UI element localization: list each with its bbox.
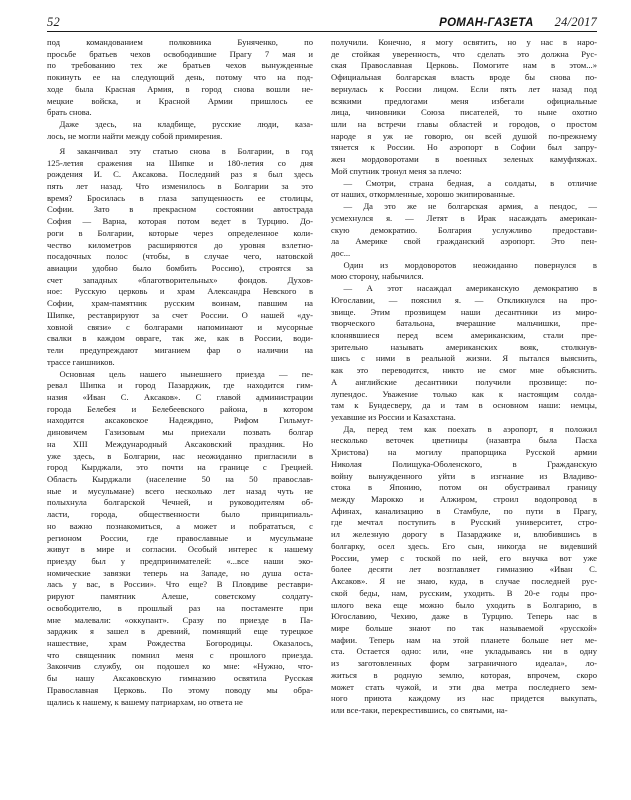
text-line: житься в родную землю, которая, впрочем, скоро <box>331 669 597 680</box>
text-line: Один из мордоворотов неожиданно повернулся в <box>343 259 597 270</box>
text-line: просьбе братьев чехов освободившие Прагу 7 мая и <box>47 48 313 59</box>
text-line: ходе была Красная Армия, в город снова вошли не- <box>47 83 313 94</box>
paragraph <box>331 424 597 717</box>
text-line: ного приюта каждому из нас придется выкупать, <box>331 693 597 704</box>
paragraph <box>47 37 313 119</box>
text-line: диновичем Газизовым мы приехали позвать болгар <box>47 427 313 438</box>
text-line: народе я уж не говорю, он всей душой по-прежнему <box>331 130 597 141</box>
running-head <box>47 16 597 36</box>
text-line: получили. Конечно, я могу освятить, но у нас в наро- <box>331 37 597 47</box>
text-line: Официальная болгарская власть вроде бы снова по- <box>331 72 597 83</box>
issue-number: 24/2017 <box>554 15 597 29</box>
text-line: лица, чиновники Союза писателей, то ныне охотно <box>331 107 597 118</box>
text-line: ные и мусульмане) всего несколько лет назад чуть не <box>47 485 313 496</box>
text-line: рируют памятник Алеше, советскому солдату- <box>47 591 313 602</box>
text-line: творческого батальона, вчерашние мальчишки, пре- <box>331 318 597 329</box>
text-line: Закончив службу, он подошел ко мне: «Нужно, что- <box>47 661 313 672</box>
text-line: 125-летия сражения на Шипке и 180-летия со дня <box>47 157 313 168</box>
text-line: стока в Японию, потом он обустраивал границу <box>331 482 597 493</box>
text-line: города Белебея и Белебеевского района, в котором <box>47 403 313 414</box>
text-line: покинуть ее на следующий день, потому что на под- <box>47 72 313 83</box>
text-line: Николая Полищука-Оболенского, в Гражданскую <box>331 458 597 469</box>
text-line: или все-таки, перекрестившись, со святыми, на- <box>331 704 508 715</box>
text-line: лась у вас, в России». Что еще? В Пловдиве реставри- <box>47 579 313 590</box>
text-line: ласти, города, общественности было принципиаль- <box>47 509 313 520</box>
text-line: — Смотри, страна бедная, а солдаты, в отличие <box>343 177 597 188</box>
text-line: бы нашу Аксаковскую гимназию освятила Русская <box>47 673 313 684</box>
text-line: болгарку, осел здесь. Его сын, никогда не видевший <box>331 540 597 551</box>
text-line: Афинах, канализацию в Стамбуле, по пути в Прагу, <box>331 505 597 516</box>
text-line: Аксаков». Я не знаю, куда, в случае последней рус- <box>331 576 597 587</box>
text-line: тели предупреждают миганием фар о наличии на <box>47 345 313 356</box>
text-line: Даже здесь, на кладбище, русские люди, каза- <box>59 119 313 130</box>
text-line: полыхнула болгарской Чечней, и руководителям об- <box>47 497 313 508</box>
paragraph <box>331 178 597 201</box>
text-line: под командованием полковника Буняченко, по <box>47 37 313 47</box>
text-line: там к Бундесверу, да и там в основном наши: немцы, <box>331 400 597 411</box>
text-line: регионом России, где православные и мусульмане <box>47 532 313 543</box>
text-line: шли на встречи главы областей и городов, о простом <box>331 119 597 130</box>
text-line: шись с ними в реальной жизни. Я пытался выяснить, <box>331 353 597 364</box>
text-line: шлого века еще можно было уходить в Болгарию, в <box>331 599 597 610</box>
text-line: щались к нашему, к вашему патриархам, но ответа не <box>47 696 243 707</box>
text-line: Да, перед тем как поехать в аэропорт, я положил <box>343 423 597 434</box>
text-line: время? Бросилась в глаза запущенность ее столицы, <box>47 192 313 203</box>
text-line: несколько веточек цветницы (назавтра была Пасха <box>331 435 597 446</box>
text-line: Я заканчивал эту статью снова в Болгарии, в год <box>59 145 313 156</box>
paragraph <box>47 119 313 142</box>
text-line: Мой спутник тронул меня за плечо: <box>331 165 462 176</box>
text-line: ное: Русскую церковь и храм Александра Невского в <box>47 286 313 297</box>
text-line: освободителю, в прошлый раз на постаменте при <box>47 602 313 613</box>
text-line: где мечтал поступить в Русский университет, стро- <box>331 517 597 528</box>
text-line: — Да это же не болгарская армия, а пендос, — <box>343 201 597 212</box>
magazine-title: РОМАН-ГАЗЕТА <box>439 17 534 29</box>
text-line: чество километров расширяются до уровня взлетно- <box>47 239 313 250</box>
text-line: лупендос. Уважение только как к настоящим солда- <box>331 388 597 399</box>
text-line: что священник помнил меня с прошлого приезда. <box>47 649 313 660</box>
paragraph <box>331 260 597 283</box>
text-line: пять лет назад. Что изменилось в Болгарии за это <box>47 181 313 192</box>
text-line: тянется к России. Но аэропорт в Софии был запру- <box>331 142 597 153</box>
text-line: город Кырджали, это почти на границе с Грецией. <box>47 462 313 473</box>
text-line: усмехнулся я. — Летят в Ирак насаждать американ- <box>331 212 597 223</box>
text-line: Софии. Зато в прекрасном состоянии автострада <box>47 204 313 215</box>
text-line: Югославии, — пояснил я. — Откликнулся на про- <box>331 294 597 305</box>
text-line: ла Америке свой гражданский аэропорт. Это пен- <box>331 236 597 247</box>
text-line: ста. Остается одно: или, «не укладываясь ни в одну <box>331 646 597 657</box>
text-line: мне малевали: «оккупант». Сразу по приезде в Па- <box>47 614 313 625</box>
text-line: на XIII Международный Аксаковский праздник. Но <box>47 438 313 449</box>
text-line: брать снова. <box>47 107 92 118</box>
text-line: зарджик я зашел в древний, помнящий еще турецкое <box>47 626 313 637</box>
text-line: уехавшие из России и Казахстана. <box>331 412 456 422</box>
text-line: Софии, храм-памятник русским воинам, павшим на <box>47 298 313 309</box>
paragraph <box>47 146 313 369</box>
text-line: посадочных полос (чтобы, в случае чего, натовской <box>47 251 313 262</box>
text-line: войну вынужденного уйти в изгнание из Владиво- <box>331 470 597 481</box>
text-line: счет западных «благотворительных» фондов. Духов- <box>47 274 313 285</box>
text-line: зрительно называть американских вояк, столкнув- <box>331 341 597 352</box>
text-column-left <box>47 37 313 772</box>
paragraph <box>331 283 597 424</box>
text-line: ревал Шипка и город Пазарджик, где находится гим- <box>47 380 313 391</box>
text-line: Православная Церковь. По этому поводу мы обра- <box>47 684 313 695</box>
text-line: Основная цель нашего нынешнего приезда — пе- <box>59 368 313 379</box>
text-line: ской беды, нам, русским, уходить. В 20-е годы про- <box>331 587 597 598</box>
text-line: нашествие, храм Рождества Богородицы. Оказалось, <box>47 638 313 649</box>
text-line: звище. Этим прозвищем наши десантники из миро- <box>331 306 597 317</box>
text-line: мафии. Теперь нам на этой планете больше нет ме- <box>331 634 597 645</box>
text-line: скую демократию. Болгария услужливо предостави- <box>331 224 597 235</box>
text-line: между Марокко и Алжиром, строил водопровод в <box>331 494 597 505</box>
text-column-right <box>331 37 597 772</box>
text-line: София — Варна, которая потом ведет в Турцию. До- <box>47 216 313 227</box>
text-line: всякими предлогами меня избегали официальные <box>331 95 597 106</box>
text-line: из заготовленных форм заграничного идеала», ло- <box>331 658 597 669</box>
text-line: как это переводится, никто не смог мне объяснить. <box>331 365 597 376</box>
text-line: мецкие войска, и Красной Армии пришлось ее <box>47 95 313 106</box>
page-folio: 52 <box>47 15 60 29</box>
text-line: находится аксаковское Надеждино, Рифом Гильмут- <box>47 415 313 426</box>
text-line: ховной связи» с болгарами напоминают и мусорные <box>47 321 313 332</box>
text-line: мире больше знают по так называемой «русской» <box>331 622 597 633</box>
text-line: уже здесь, в Болгарии, нас неожиданно пригласили в <box>47 450 313 461</box>
text-line: трассе гаишников. <box>47 356 115 367</box>
text-line: ил железную дорогу в Пазарджике и, влюбившись в <box>331 529 597 540</box>
text-line: А английские десантники получили прозвище: по- <box>331 376 597 387</box>
paragraph <box>47 369 313 709</box>
text-line: ская Православная Церковь. Помогите нам в этом...» <box>331 60 597 71</box>
text-line: вернулась к России лицом. Если пять лет назад под <box>331 83 597 94</box>
text-line: — А этот насаждал американскую демократию в <box>343 283 597 294</box>
text-line: приезду был у предпринимателей: «...все наши эко- <box>47 556 313 567</box>
text-line: номические завязки теперь на Западе, но душа оста- <box>47 567 313 578</box>
text-line: дос... <box>331 247 351 258</box>
text-line: Область Кырджали (население 50 на 50 православ- <box>47 473 313 484</box>
text-line: рождения И. С. Аксакова. Последний раз я был здесь <box>47 169 313 180</box>
text-line: более десяти лет возглавляет гимназию «Иван С. <box>331 564 597 575</box>
text-line: мою сторону, набычился. <box>331 271 424 282</box>
text-line: России, умер с тоской по ней, его внучка вот уже <box>331 552 597 563</box>
text-line: Шипке, реставрируют за счет России. О нашей «ду- <box>47 309 313 320</box>
paragraph <box>331 201 597 260</box>
text-line: де стойкая уверенность, что сделать это должна Рус- <box>331 48 597 59</box>
text-line: назия «Иван С. Аксаков». С главой администрации <box>47 391 313 402</box>
text-line: жен мордоворотами в военных зеленых камуфляжах. <box>331 154 597 165</box>
text-line: лось, не могли найти между собой примирения. <box>47 130 223 141</box>
paragraph <box>331 37 597 178</box>
text-line: Христова) на могилу прапорщика Русской армии <box>331 447 597 458</box>
text-line: авиации удобно было бомбить Россию), строятся за <box>47 263 313 274</box>
text-line: Югославию, Чехию, даже в Турцию. Теперь нас в <box>331 611 597 622</box>
text-line: клонявшиеся перед всем американским, стали пре- <box>331 329 597 340</box>
text-line: роги в Болгарии, которые через определенное коли- <box>47 227 313 238</box>
text-line: живут в мире и согласии. Особый интерес к нашему <box>47 544 313 555</box>
header-rule <box>47 31 597 32</box>
text-line: от наших, откормленные, хорошо экипированные. <box>331 189 515 200</box>
text-line: по требованию тех же братьев чехов вынужденные <box>47 60 313 71</box>
text-line: но важно познакомиться, а может и побрататься, с <box>47 520 313 531</box>
text-line: свалки в каждом овраге, так же, как в России, води- <box>47 333 313 344</box>
text-line: может стать чужой, и эти два метра последнего зем- <box>331 681 597 692</box>
